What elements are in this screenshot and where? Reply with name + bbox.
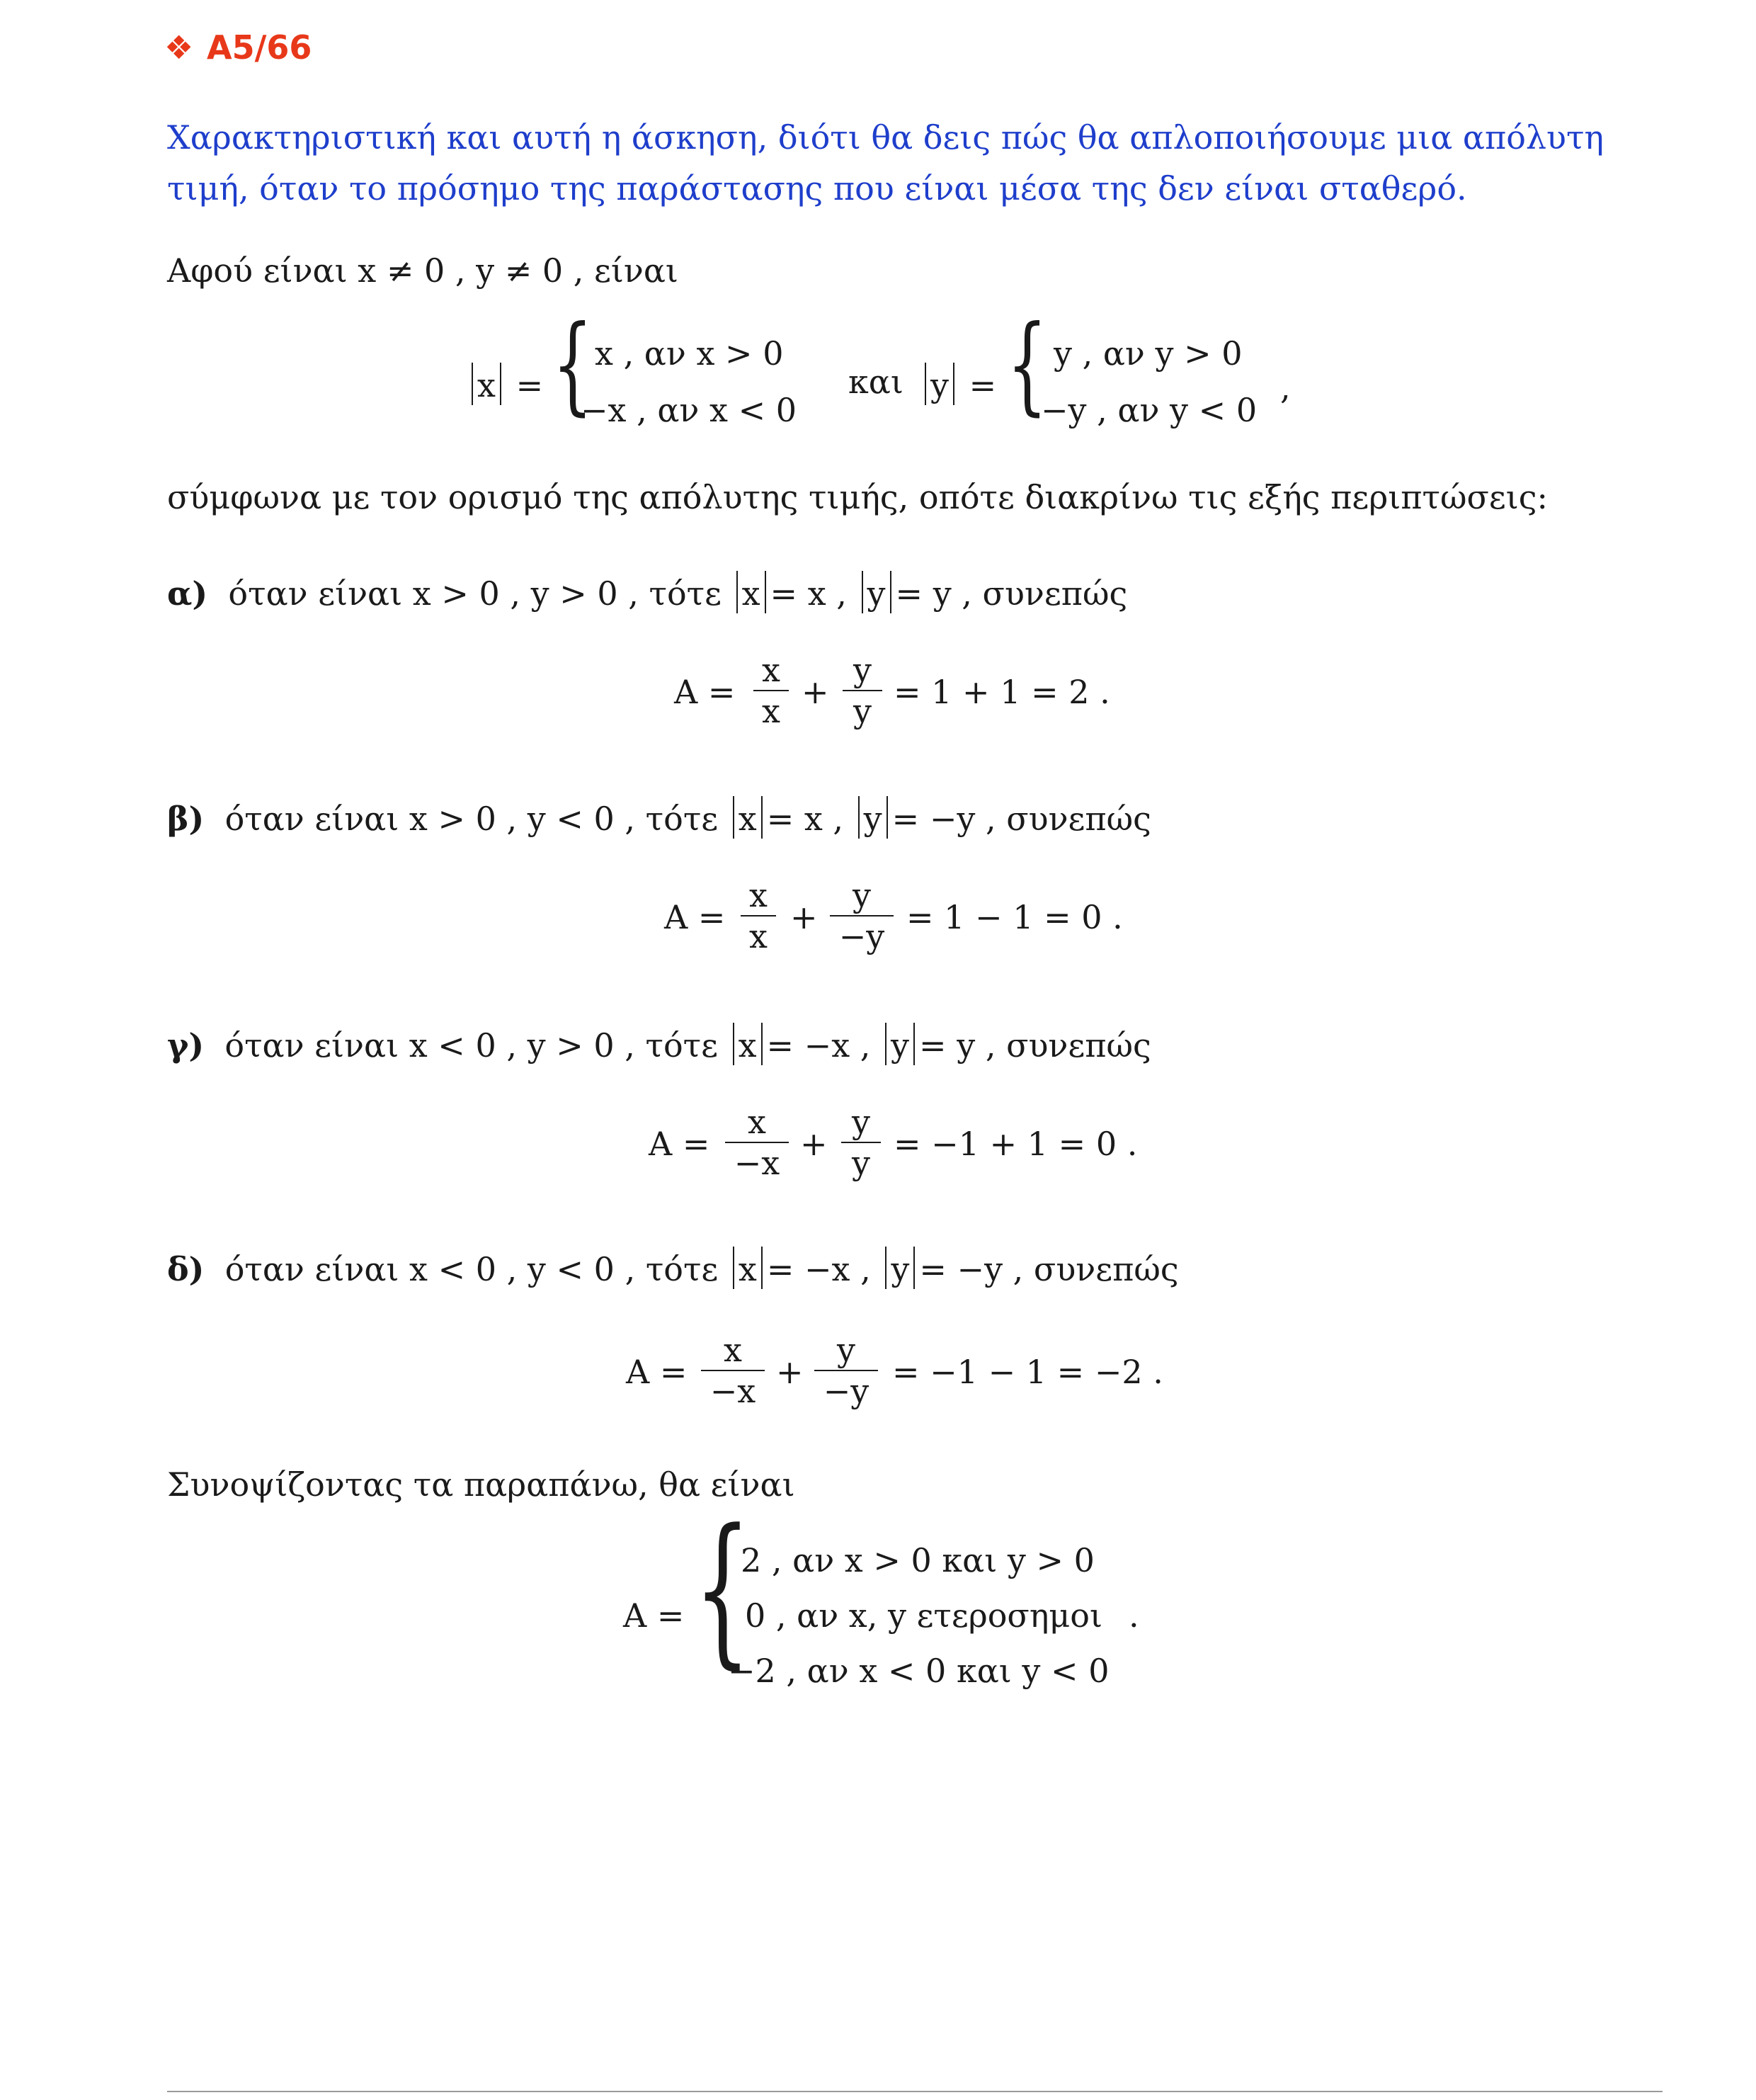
equation-result: = −1 − 1 = −2 . — [892, 1353, 1163, 1391]
fraction-1: x x — [741, 877, 776, 955]
case-b-statement: β) όταν είναι x > 0 , y < 0 , τότε x = x , y = −y , συνεπώς — [167, 796, 1151, 840]
case-a-statement: α) όταν είναι x > 0 , y > 0 , τότε x = x , y = y , συνεπώς — [167, 571, 1127, 615]
abs-y-case-1: y , αν y > 0 — [1054, 334, 1243, 373]
summary-case-3: −2 , αν x < 0 και y < 0 — [728, 1652, 1110, 1690]
intro-line-1: Χαρακτηριστική και αυτή η άσκηση, διότι θα δεις πώς θα απλοποιήσουμε μια απόλυτη — [167, 118, 1604, 157]
summary-text: Συνοψίζοντας τα παραπάνω, θα είναι — [167, 1465, 795, 1504]
exercise-number: A5/66 — [207, 28, 312, 67]
trailing-comma: , — [1280, 368, 1291, 407]
case-label: δ) — [167, 1250, 205, 1288]
fraction-2: y y — [841, 1103, 881, 1181]
summary-case-1: 2 , αν x > 0 και y > 0 — [741, 1541, 1095, 1579]
intro-line-2: τιμή, όταν το πρόσημο της παράστασης που είναι μέσα της δεν είναι σταθερό. — [167, 169, 1467, 208]
plus-sign: + — [802, 673, 829, 711]
equation-result: = 1 + 1 = 2 . — [894, 673, 1110, 711]
diamond-bullet-icon: ❖ — [164, 28, 194, 67]
case-label: β) — [167, 800, 205, 838]
case-label: α) — [167, 574, 208, 613]
equation-result: = −1 + 1 = 0 . — [894, 1125, 1138, 1163]
summary-case-2: 0 , αν x, y ετεροσημοι — [745, 1596, 1103, 1635]
fraction-1: x −x — [701, 1332, 765, 1409]
plus-sign: + — [800, 1125, 828, 1163]
fraction-2: y y — [843, 652, 882, 730]
fraction-1: x −x — [725, 1103, 789, 1181]
footer-divider — [167, 2091, 1663, 2092]
conjunction-kai: και — [848, 363, 903, 401]
exercise-title — [164, 28, 312, 67]
abs-x-lhs: x = — [467, 363, 543, 405]
left-brace-icon: { — [694, 1495, 751, 1684]
summary-period: . — [1129, 1596, 1139, 1635]
fraction-2: y −y — [830, 877, 894, 955]
equation-result: = 1 − 1 = 0 . — [906, 898, 1123, 936]
definition-text: σύμφωνα με τον ορισμό της απόλυτης τιμής, οπότε διακρίνω τις εξής περιπτώσεις: — [167, 478, 1549, 516]
summary-lhs: A = — [623, 1596, 685, 1635]
equation-lhs: A = — [649, 1125, 710, 1163]
abs-y-case-2: −y , αν y < 0 — [1041, 391, 1258, 429]
given-statement: Αφού είναι x ≠ 0 , y ≠ 0 , είναι — [167, 251, 678, 290]
fraction-1: x x — [753, 652, 789, 730]
left-brace-icon: { — [552, 303, 593, 426]
abs-x-case-1: x , αν x > 0 — [595, 334, 784, 373]
case-c-statement: γ) όταν είναι x < 0 , y > 0 , τότε x = −x , y = y , συνεπώς — [167, 1023, 1151, 1067]
case-d-statement: δ) όταν είναι x < 0 , y < 0 , τότε x = −x , y = −y , συνεπώς — [167, 1247, 1179, 1290]
equation-lhs: A = — [664, 898, 726, 936]
equation-lhs: A = — [674, 673, 736, 711]
abs-y-lhs: y = — [920, 363, 996, 405]
plus-sign: + — [790, 898, 818, 936]
case-label: γ) — [167, 1026, 205, 1065]
abs-x-case-2: −x , αν x < 0 — [581, 391, 797, 429]
left-brace-icon: { — [1007, 303, 1048, 426]
equation-lhs: A = — [626, 1353, 688, 1391]
plus-sign: + — [776, 1353, 804, 1391]
fraction-2: y −y — [814, 1332, 878, 1409]
